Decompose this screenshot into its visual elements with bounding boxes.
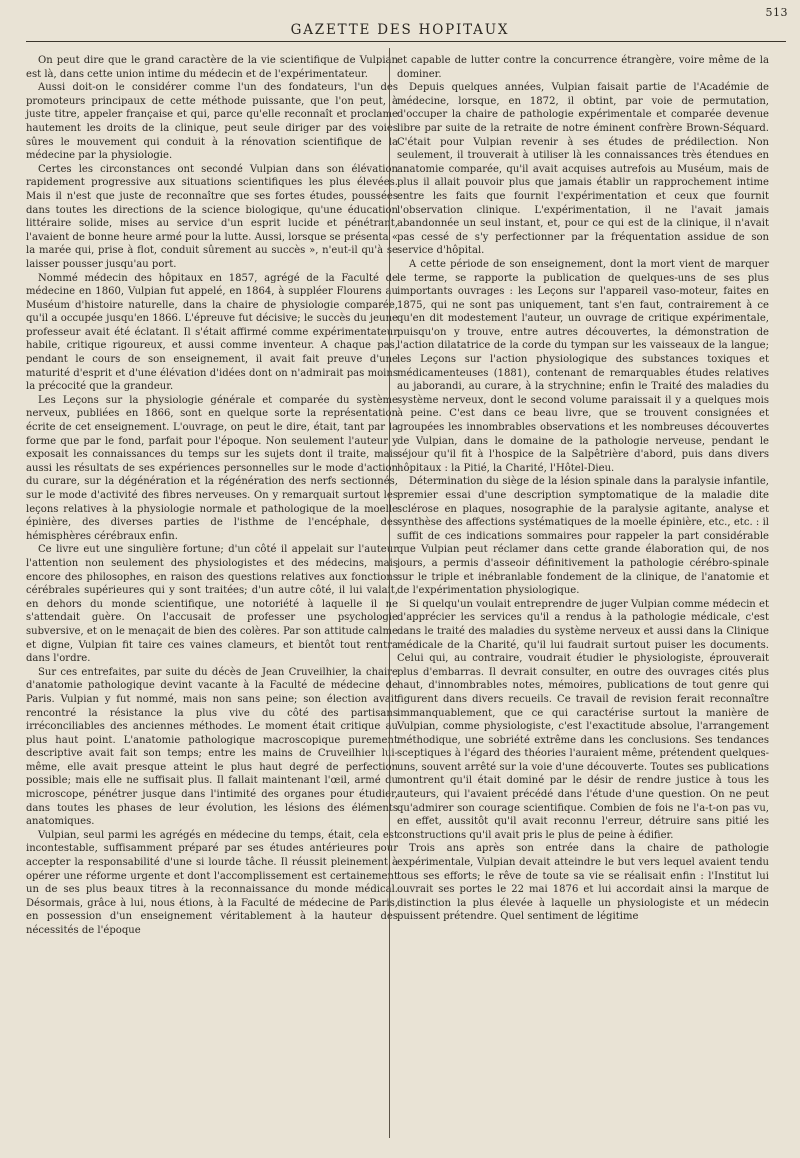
page-number: 513 — [765, 6, 788, 19]
paragraph: Vulpian, seul parmi les agrégés en médecine du temps, était, cela est incontestable, suffisamment préparé par ses études antérieures pour accepter la responsabilité d'une si lourde tâche. Il réussit pleinement à opérer une réforme urgente et dont l'accomplissement est certainement un de ses plus beaux titres à la reconnaissance du monde médical. Désormais, grâce à lui, nous étions, à la Faculté de médecine de Paris, en possession d'un enseignement véritablement à la hauteur des nécessités de l'époque — [26, 829, 398, 936]
paragraph: Aussi doit-on le considérer comme l'un des fondateurs, l'un des promoteurs principaux de cette méthode puissante, que l'on peut, à juste titre, appeler française et qui, parce qu'elle reconnaît et proclame hautement les droits de la clinique, peut seule diriger par des voies sûres le mouvement qui conduit à la rénovation scientifique de la médecine par la physiologie. — [26, 82, 398, 162]
paragraph: A cette période de son enseignement, dont la mort vient de marquer le terme, se rapporte la publication de quelques-uns de ses plus importants ouvrages : les Leçons sur l'appareil vaso-moteur, faites en 1875, qui ne sont pas uniquement, tant s'en faut, contrairement à ce qu'en dit modestement l'auteur, un ouvrage de critique expérimentale, puisqu'on y trouve, entre autres découvertes, la démonstration de l'action dilatatrice de la corde du tympan sur les vaisseaux de la langue; les Leçons sur l'action physiologique des substances toxiques et médicamenteuses (1881), contenant de remarquables études relatives au jaborandi, au curare, à la strychnine; enfin le Traité des maladies du système nerveux, dont le second volume paraissait il y a quelques mois à peine. C'est dans ce beau livre, que se trouvent consignées et groupées les innombrables observations et les nombreuses découvertes de Vulpian, dans le domaine de la pathologie nerveuse, pendant le séjour qu'il fit à l'hospice de la Salpêtrière d'abord, puis dans divers hôpitaux : la Pitié, la Charité, l'Hôtel-Dieu. — [397, 258, 769, 474]
paragraph: et capable de lutter contre la concurrence étrangère, voire même de la dominer. — [397, 55, 769, 80]
paragraph: Nommé médecin des hôpitaux en 1857, agrégé de la Faculté de médecine en 1860, Vulpian fut appelé, en 1864, à suppléer Flourens au Muséum d'histoire naturelle, dans la chaire de physiologie comparée, qu'il a occupée jusqu'en 1866. L'épreuve fut décisive; le succès du jeune professeur avait été éclatant. Il s'était affirmé comme expérimentateur habile, critique rigoureux, et aussi comme inventeur. A chaque pas, pendant le cours de son enseignement, il avait fait preuve d'une maturité d'esprit et d'une élévation d'idées dont on n'admirait pas moins la précocité que la grandeur. — [26, 272, 398, 393]
paragraph: Détermination du siège de la lésion spinale dans la paralysie infantile, premier essai d'une description symptomatique de la maladie dite sclérose en plaques, nosographie de la paralysie agitante, analyse et synthèse des affections systématiques de la moelle épinière, etc., etc. : il suffit de ces indications sommaires pour rappeler la part considérable que Vulpian peut réclamer dans cette grande élaboration qui, de nos jours, a permis d'asseoir définitivement la pathologie cérébro-spinale sur le triple et inébranlable fondement de la clinique, de l'anatomie et de l'expérimentation physiologique. — [397, 476, 769, 597]
right-column — [397, 54, 769, 924]
paragraph: Sur ces entrefaites, par suite du décès de Jean Cruveilhier, la chaire d'anatomie pathologique devint vacante à la Faculté de médecine de Paris. Vulpian y fut nommé, mais non sans peine; son élection avait rencontré la résistance la plus vive du côté des partisans irréconciliables des anciennes méthodes. Le moment était critique au plus haut point. L'anatomie pathologique macroscopique purement descriptive avait fait son temps; entre les mains de Cruveilhier lui-même, elle avait presque atteint le plus haut degré de perfection possible; mais elle ne suffisait plus. Il fallait maintenant l'œil, armé du microscope, pénétrer jusque dans l'intimité des organes pour étudier, dans toutes les phases de leur évolution, les lésions des éléments anatomiques. — [26, 666, 398, 828]
paragraph: Depuis quelques années, Vulpian faisait partie de l'Académie de médecine, lorsque, en 1872, il obtint, par voie de permutation, d'occuper la chaire de pathologie expérimentale et comparée devenue libre par suite de la retraite de notre éminent confrère Brown-Séquard. C'était pour Vulpian revenir à ses études de prédilection. Non seulement, il trouverait à utiliser là les connaissances très étendues en anatomie comparée, qu'il avait acquises autrefois au Muséum, mais de plus il allait pouvoir plus que jamais établir un rapprochement intime entre les faits que fournit l'expérimentation et ceux que fournit l'observation clinique. L'expérimentation, il ne l'avait jamais abandonnée un seul instant, et, pour ce qui est de la clinique, il n'avait pas cessé de s'y perfectionner par la fréquentation assidue de son service d'hôpital. — [397, 82, 769, 257]
paragraph: On peut dire que le grand caractère de la vie scientifique de Vulpian est là, dans cette union intime du médecin et de l'expérimentateur. — [26, 55, 398, 80]
paragraph: Les Leçons sur la physiologie générale et comparée du système nerveux, publiées en 1866, sont en quelque sorte la représentation écrite de cet enseignement. L'ouvrage, on peut le dire, était, tant par la forme que par le fond, parfait pour l'époque. Non seulement l'auteur y exposait les connaissances du temps sur les sujets dont il traite, mais aussi les résultats de ses expériences personnelles sur le mode d'action du curare, sur la dégénération et la régénération des nerfs sectionnés, sur le mode d'activité des fibres nerveuses. On y remarquait surtout les leçons relatives à la physiologie normale et pathologique de la moelle épinière, des diverses parties de l'isthme de l'encéphale, des hémisphères cérébraux enfin. — [26, 394, 398, 542]
header-rule — [26, 41, 786, 42]
column-divider — [389, 48, 390, 1138]
running-title: GAZETTE DES HOPITAUX — [290, 22, 510, 38]
paragraph: Ce livre eut une singulière fortune; d'un côté il appelait sur l'auteur l'attention non seulement des physiologistes et des médecins, mais encore des philosophes, en raison des questions relatives aux fonctions cérébrales supérieures qui y sont traitées; d'un autre côté, il lui valait, en dehors du monde scientifique, une notoriété à laquelle il ne s'attendait guère. On l'accusait de professer une psychologie subversive, et on le menaçait de bien des colères. Par son attitude calme et digne, Vulpian fit taire ces vaines clameurs, et bientôt tout rentra dans l'ordre. — [26, 544, 398, 665]
paragraph: Si quelqu'un voulait entreprendre de juger Vulpian comme médecin et d'apprécier les services qu'il a rendus à la pathologie médicale, c'est dans le traité des maladies du système nerveux et aussi dans la Clinique médicale de la Charité, qu'il lui faudrait surtout puiser les documents. Celui qui, au contraire, voudrait étudier le physiologiste, éprouverait plus d'embarras. Il devrait consulter, en outre des ouvrages cités plus haut, d'innombrables notes, mémoires, publications de tout genre qui figurent dans divers recueils. Ce travail de revision ferait reconnaître immanquablement, que ce qui caractérise surtout la manière de Vulpian, comme physiologiste, c'est l'exactitude absolue, l'arrangement méthodique, une sobriété extrême dans les conclusions. Ses tendances sceptiques à l'égard des théories l'auraient même, prétendent quelques-uns, souvent arrêté sur la voie d'une découverte. Toutes ses publications montrent qu'il était dominé par le désir de rendre justice à tous les auteurs, qui l'avaient précédé dans l'étude d'une question. On ne peut qu'admirer son courage scientifique. Combien de fois ne l'a-t-on pas vu, en effet, aussitôt qu'il avait reconnu l'erreur, détruire sans pitié les constructions qu'il avait pris le plus de peine à édifier. — [397, 598, 769, 841]
left-column — [26, 54, 398, 938]
paragraph: Trois ans après son entrée dans la chaire de pathologie expérimentale, Vulpian devait atteindre le but vers lequel avaient tendu tous ses efforts; le rêve de toute sa vie se réalisait enfin : l'Institut lui ouvrait ses portes le 22 mai 1876 et lui accordait ainsi la marque de distinction la plus élevée à laquelle un physiologiste et un médecin puissent prétendre. Quel sentiment de légitime — [397, 843, 769, 923]
paragraph: Certes les circonstances ont secondé Vulpian dans son élévation rapidement progressive aux situations scientifiques les plus élevées. Mais il n'est que juste de reconnaître que ses fortes études, poussées dans toutes les directions de la science biologique, qu'une éducation littéraire solide, mises au service d'un esprit lucide et pénétrant, l'avaient de bonne heure armé pour la lutte. Aussi, lorsque se présenta « la marée qui, prise à flot, conduit sûrement au succès », n'eut-il qu'à se laisser pousser jusqu'au port. — [26, 163, 398, 270]
